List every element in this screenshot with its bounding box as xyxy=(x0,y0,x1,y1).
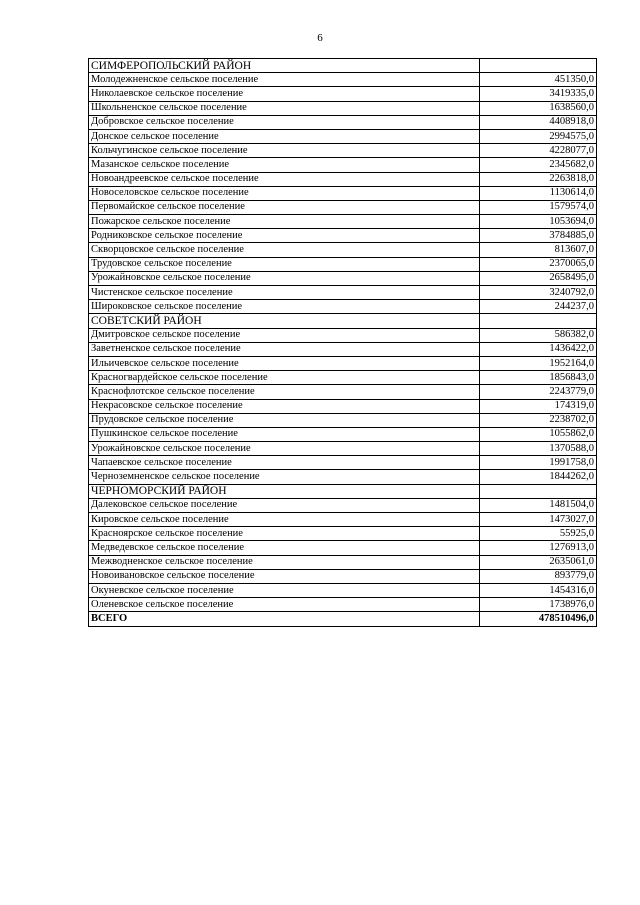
settlement-value: 4228077,0 xyxy=(480,144,597,158)
settlement-name: Дмитровское сельское поселение xyxy=(89,328,480,342)
table-row xyxy=(89,399,597,413)
settlement-name: Добровское сельское поселение xyxy=(89,115,480,129)
settlement-value: 1738976,0 xyxy=(480,598,597,612)
table-row xyxy=(89,73,597,87)
settlement-value: 1276913,0 xyxy=(480,541,597,555)
table-row xyxy=(89,456,597,470)
settlement-name: Новоселовское сельское поселение xyxy=(89,186,480,200)
table-row xyxy=(89,513,597,527)
settlement-value: 1856843,0 xyxy=(480,371,597,385)
settlement-value: 1473027,0 xyxy=(480,513,597,527)
settlement-name: Скворцовское сельское поселение xyxy=(89,243,480,257)
total-row xyxy=(89,612,597,626)
table-row xyxy=(89,541,597,555)
settlement-name: Оленевское сельское поселение xyxy=(89,598,480,612)
settlement-name: Ильичевское сельское поселение xyxy=(89,356,480,370)
table-row xyxy=(89,229,597,243)
settlement-name: Урожайновское сельское поселение xyxy=(89,442,480,456)
settlement-name: Чистенское сельское поселение xyxy=(89,286,480,300)
settlement-name: Черноземненское сельское поселение xyxy=(89,470,480,484)
settlement-name: Родниковское сельское поселение xyxy=(89,229,480,243)
settlement-value: 1055862,0 xyxy=(480,427,597,441)
settlement-name: Школьненское сельское поселение xyxy=(89,101,480,115)
settlement-name: Урожайновское сельское поселение xyxy=(89,271,480,285)
table-row xyxy=(89,186,597,200)
settlement-value: 2263818,0 xyxy=(480,172,597,186)
table-row xyxy=(89,101,597,115)
settlement-value: 1952164,0 xyxy=(480,356,597,370)
table-row xyxy=(89,569,597,583)
settlement-name: Первомайское сельское поселение xyxy=(89,200,480,214)
table-row xyxy=(89,115,597,129)
settlement-value: 3419335,0 xyxy=(480,87,597,101)
settlement-name: Кировское сельское поселение xyxy=(89,513,480,527)
table-row xyxy=(89,442,597,456)
settlement-value: 1844262,0 xyxy=(480,470,597,484)
table-row xyxy=(89,200,597,214)
settlement-name: Прудовское сельское поселение xyxy=(89,413,480,427)
settlement-value: 1436422,0 xyxy=(480,342,597,356)
table-row xyxy=(89,144,597,158)
section-title: СОВЕТСКИЙ РАЙОН xyxy=(89,314,480,328)
table-row xyxy=(89,470,597,484)
settlement-name: Далековское сельское поселение xyxy=(89,498,480,512)
settlement-name: Донское сельское поселение xyxy=(89,129,480,143)
section-header-row xyxy=(89,59,597,73)
settlement-value: 2635061,0 xyxy=(480,555,597,569)
table-row xyxy=(89,257,597,271)
table-row xyxy=(89,498,597,512)
table-row xyxy=(89,598,597,612)
table-row xyxy=(89,328,597,342)
settlement-value: 2238702,0 xyxy=(480,413,597,427)
settlement-name: Пушкинское сельское поселение xyxy=(89,427,480,441)
section-value-empty xyxy=(480,314,597,328)
settlement-value: 2994575,0 xyxy=(480,129,597,143)
settlement-value: 3784885,0 xyxy=(480,229,597,243)
settlement-name: Пожарское сельское поселение xyxy=(89,215,480,229)
section-header-row xyxy=(89,314,597,328)
table-row xyxy=(89,129,597,143)
table-row xyxy=(89,243,597,257)
settlement-name: Новоандреевское сельское поселение xyxy=(89,172,480,186)
table-row xyxy=(89,413,597,427)
settlement-value: 4408918,0 xyxy=(480,115,597,129)
settlement-value: 2345682,0 xyxy=(480,158,597,172)
settlement-name: Красногвардейское сельское поселение xyxy=(89,371,480,385)
section-value-empty xyxy=(480,484,597,498)
table-row xyxy=(89,286,597,300)
settlement-name: Медведевское сельское поселение xyxy=(89,541,480,555)
page-number: 6 xyxy=(317,32,323,44)
table-row xyxy=(89,371,597,385)
settlement-value: 1991758,0 xyxy=(480,456,597,470)
table-row xyxy=(89,300,597,314)
settlement-name: Краснофлотское сельское поселение xyxy=(89,385,480,399)
settlement-name: Кольчугинское сельское поселение xyxy=(89,144,480,158)
settlement-name: Чапаевское сельское поселение xyxy=(89,456,480,470)
table-row xyxy=(89,87,597,101)
settlement-value: 893779,0 xyxy=(480,569,597,583)
settlement-value: 1579574,0 xyxy=(480,200,597,214)
table-row xyxy=(89,427,597,441)
table-row xyxy=(89,356,597,370)
settlement-value: 1638560,0 xyxy=(480,101,597,115)
table-row xyxy=(89,215,597,229)
settlement-value: 1454316,0 xyxy=(480,583,597,597)
table-row xyxy=(89,583,597,597)
settlement-value: 244237,0 xyxy=(480,300,597,314)
settlement-value: 1130614,0 xyxy=(480,186,597,200)
settlement-name: Окуневское сельское поселение xyxy=(89,583,480,597)
settlement-name: Некрасовское сельское поселение xyxy=(89,399,480,413)
settlement-value: 1053694,0 xyxy=(480,215,597,229)
settlement-value: 813607,0 xyxy=(480,243,597,257)
section-title: СИМФЕРОПОЛЬСКИЙ РАЙОН xyxy=(89,59,480,73)
total-label: ВСЕГО xyxy=(89,612,480,626)
table-row xyxy=(89,271,597,285)
table-row xyxy=(89,385,597,399)
settlement-name: Заветненское сельское поселение xyxy=(89,342,480,356)
settlement-value: 55925,0 xyxy=(480,527,597,541)
settlement-value: 2370065,0 xyxy=(480,257,597,271)
settlement-value: 174319,0 xyxy=(480,399,597,413)
settlement-name: Мазанское сельское поселение xyxy=(89,158,480,172)
settlement-name: Межводненское сельское поселение xyxy=(89,555,480,569)
section-header-row xyxy=(89,484,597,498)
budget-table-body xyxy=(89,59,597,627)
settlement-name: Трудовское сельское поселение xyxy=(89,257,480,271)
settlement-value: 451350,0 xyxy=(480,73,597,87)
table-row xyxy=(89,172,597,186)
settlement-name: Широковское сельское поселение xyxy=(89,300,480,314)
settlement-value: 1481504,0 xyxy=(480,498,597,512)
settlement-value: 1370588,0 xyxy=(480,442,597,456)
settlement-value: 3240792,0 xyxy=(480,286,597,300)
settlement-name: Новоивановское сельское поселение xyxy=(89,569,480,583)
section-value-empty xyxy=(480,59,597,73)
total-value: 478510496,0 xyxy=(480,612,597,626)
table-row xyxy=(89,158,597,172)
budget-table xyxy=(88,58,597,627)
settlement-value: 2658495,0 xyxy=(480,271,597,285)
settlement-value: 2243779,0 xyxy=(480,385,597,399)
settlement-name: Николаевское сельское поселение xyxy=(89,87,480,101)
table-row xyxy=(89,527,597,541)
settlement-name: Молодежненское сельское поселение xyxy=(89,73,480,87)
settlement-name: Красноярское сельское поселение xyxy=(89,527,480,541)
section-title: ЧЕРНОМОРСКИЙ РАЙОН xyxy=(89,484,480,498)
settlement-value: 586382,0 xyxy=(480,328,597,342)
table-row xyxy=(89,342,597,356)
table-row xyxy=(89,555,597,569)
